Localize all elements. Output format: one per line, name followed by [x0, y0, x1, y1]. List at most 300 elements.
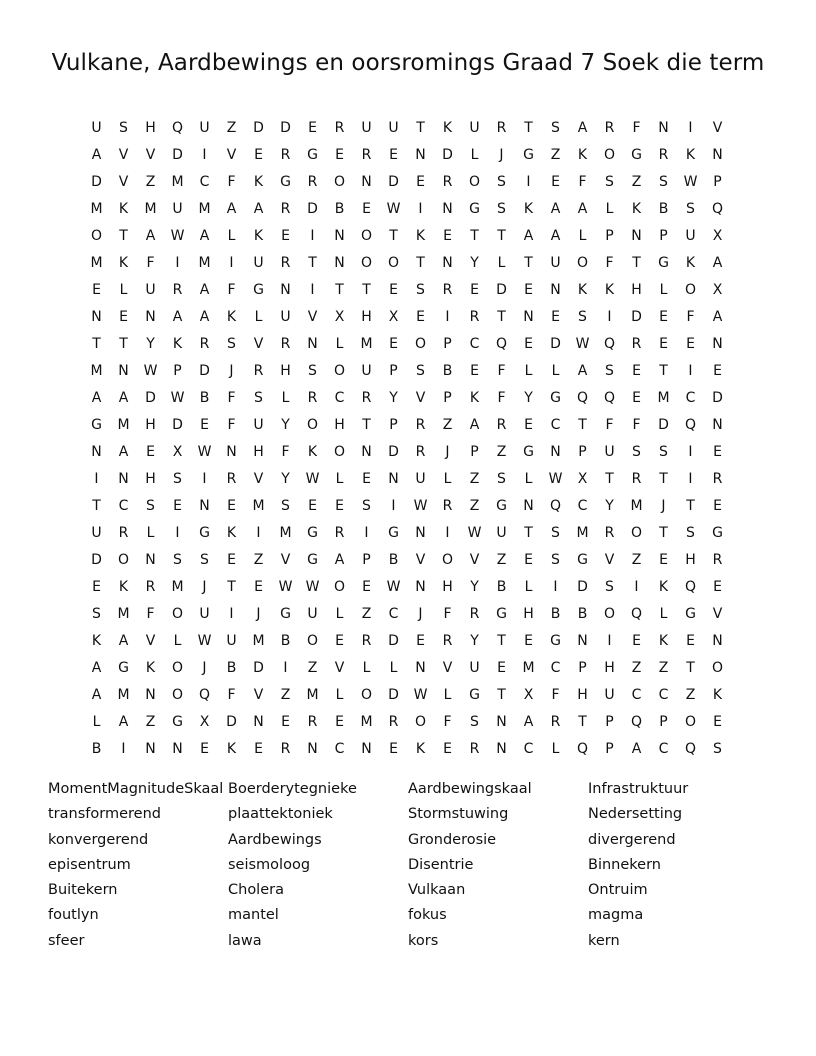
- grid-letter: U: [604, 443, 615, 460]
- grid-letter: X: [199, 713, 210, 730]
- grid-letter: I: [418, 200, 423, 217]
- grid-letter: S: [308, 362, 317, 379]
- grid-letter: Z: [253, 551, 264, 568]
- grid-letter: D: [577, 578, 588, 595]
- grid-letter: F: [605, 254, 614, 271]
- grid-letter: L: [254, 308, 263, 325]
- grid-letter: E: [416, 308, 425, 325]
- word-list-item: transformerend: [48, 806, 161, 823]
- grid-letter: G: [307, 524, 318, 541]
- grid-letter: L: [335, 335, 344, 352]
- grid-letter: A: [199, 308, 210, 325]
- grid-letter: N: [577, 632, 588, 649]
- grid-letter: Z: [631, 551, 642, 568]
- grid-letter: C: [118, 497, 129, 514]
- grid-letter: G: [523, 146, 534, 163]
- grid-letter: Z: [469, 470, 480, 487]
- grid-letter: E: [362, 470, 371, 487]
- grid-letter: O: [333, 173, 346, 190]
- grid-letter: A: [712, 254, 723, 271]
- grid-letter: M: [90, 200, 103, 217]
- grid-letter: I: [121, 740, 126, 757]
- grid-letter: Y: [389, 389, 398, 406]
- grid-letter: W: [548, 470, 563, 487]
- grid-letter: M: [198, 254, 211, 271]
- grid-letter: M: [360, 335, 373, 352]
- grid-letter: C: [550, 416, 561, 433]
- grid-letter: K: [577, 146, 588, 163]
- grid-letter: Q: [684, 740, 697, 757]
- grid-letter: N: [307, 335, 318, 352]
- grid-letter: A: [118, 632, 129, 649]
- grid-letter: Q: [495, 335, 508, 352]
- grid-letter: R: [280, 740, 291, 757]
- word-list-item: Aardbewings: [228, 831, 322, 848]
- grid-letter: M: [117, 416, 130, 433]
- grid-letter: Y: [470, 578, 479, 595]
- grid-letter: R: [226, 470, 237, 487]
- word-list-item: Vulkaan: [408, 882, 466, 899]
- grid-letter: R: [631, 335, 642, 352]
- grid-letter: D: [307, 200, 318, 217]
- grid-letter: E: [335, 146, 344, 163]
- grid-letter: L: [119, 281, 128, 298]
- grid-letter: B: [388, 551, 399, 568]
- grid-letter: G: [253, 281, 264, 298]
- grid-letter: D: [631, 308, 642, 325]
- grid-letter: R: [280, 254, 291, 271]
- grid-letter: Z: [280, 686, 291, 703]
- grid-letter: F: [227, 173, 236, 190]
- grid-letter: E: [470, 362, 479, 379]
- grid-letter: G: [469, 686, 480, 703]
- grid-letter: W: [170, 389, 185, 406]
- grid-letter: O: [117, 551, 130, 568]
- grid-letter: R: [415, 416, 426, 433]
- grid-letter: U: [145, 281, 156, 298]
- grid-letter: N: [145, 740, 156, 757]
- grid-letter: E: [227, 497, 236, 514]
- word-list-item: Infrastruktuur: [588, 781, 689, 797]
- grid-letter: W: [197, 443, 212, 460]
- grid-letter: E: [686, 335, 695, 352]
- grid-letter: M: [198, 200, 211, 217]
- grid-letter: R: [307, 713, 318, 730]
- grid-letter: K: [226, 740, 237, 757]
- grid-letter: B: [442, 362, 453, 379]
- grid-letter: A: [91, 659, 102, 676]
- grid-letter: T: [605, 470, 614, 487]
- grid-letter: V: [145, 146, 156, 163]
- page-title: Vulkane, Aardbewings en oorsromings Graad 7 Soek die term: [51, 50, 765, 76]
- grid-letter: B: [550, 605, 561, 622]
- grid-letter: B: [280, 632, 291, 649]
- grid-letter: U: [253, 254, 264, 271]
- grid-letter: L: [497, 254, 506, 271]
- grid-letter: S: [632, 443, 641, 460]
- grid-letter: I: [607, 632, 612, 649]
- grid-letter: E: [713, 713, 722, 730]
- grid-letter: U: [469, 119, 480, 136]
- grid-letter: E: [632, 632, 641, 649]
- word-list-item: Buitekern: [48, 882, 118, 899]
- grid-letter: P: [443, 335, 452, 352]
- grid-letter: E: [308, 119, 317, 136]
- grid-letter: J: [229, 362, 234, 379]
- grid-letter: T: [524, 524, 533, 541]
- grid-letter: E: [281, 227, 290, 244]
- grid-letter: K: [631, 200, 642, 217]
- grid-letter: C: [577, 497, 588, 514]
- grid-letter: C: [685, 389, 696, 406]
- grid-letter: T: [119, 335, 128, 352]
- grid-letter: L: [524, 578, 533, 595]
- grid-letter: H: [145, 470, 156, 487]
- grid-letter: I: [526, 173, 531, 190]
- grid-letter: L: [470, 146, 479, 163]
- grid-letter: L: [524, 470, 533, 487]
- grid-letter: V: [712, 119, 723, 136]
- grid-letter: T: [470, 227, 479, 244]
- grid-letter: I: [175, 254, 180, 271]
- grid-letter: S: [119, 119, 128, 136]
- grid-letter: P: [605, 713, 614, 730]
- grid-letter: V: [226, 146, 237, 163]
- grid-letter: M: [576, 524, 589, 541]
- grid-letter: Z: [631, 173, 642, 190]
- grid-letter: A: [577, 119, 588, 136]
- grid-letter: P: [659, 713, 668, 730]
- grid-letter: L: [92, 713, 101, 730]
- grid-letter: M: [252, 497, 265, 514]
- grid-letter: M: [90, 254, 103, 271]
- grid-letter: P: [713, 173, 722, 190]
- grid-letter: F: [227, 416, 236, 433]
- grid-letter: L: [146, 524, 155, 541]
- grid-letter: G: [685, 605, 696, 622]
- grid-letter: V: [415, 551, 426, 568]
- grid-letter: H: [361, 308, 372, 325]
- grid-letter: E: [524, 281, 533, 298]
- grid-letter: P: [389, 416, 398, 433]
- grid-letter: Q: [603, 335, 616, 352]
- grid-letter: H: [604, 659, 615, 676]
- grid-letter: B: [577, 605, 588, 622]
- grid-letter: E: [497, 659, 506, 676]
- grid-letter: O: [333, 443, 346, 460]
- grid-letter: V: [118, 173, 129, 190]
- grid-letter: G: [496, 605, 507, 622]
- grid-letter: F: [632, 416, 641, 433]
- grid-letter: N: [334, 254, 345, 271]
- grid-letter: I: [310, 281, 315, 298]
- grid-letter: L: [362, 659, 371, 676]
- grid-letter: R: [388, 713, 399, 730]
- grid-letter: G: [280, 173, 291, 190]
- grid-letter: P: [362, 551, 371, 568]
- grid-letter: C: [523, 740, 534, 757]
- grid-letter: G: [523, 443, 534, 460]
- grid-letter: Y: [470, 254, 479, 271]
- grid-letter: E: [92, 281, 101, 298]
- grid-letter: S: [416, 362, 425, 379]
- grid-letter: M: [171, 173, 184, 190]
- grid-letter: H: [685, 551, 696, 568]
- grid-letter: S: [551, 551, 560, 568]
- grid-letter: L: [659, 605, 668, 622]
- grid-letter: N: [523, 308, 534, 325]
- grid-letter: R: [334, 524, 345, 541]
- grid-letter: S: [281, 497, 290, 514]
- grid-letter: O: [360, 254, 373, 271]
- grid-letter: F: [686, 308, 695, 325]
- grid-letter: D: [496, 281, 507, 298]
- grid-letter: F: [551, 686, 560, 703]
- grid-letter: T: [119, 227, 128, 244]
- grid-letter: D: [442, 146, 453, 163]
- grid-letter: Q: [171, 119, 184, 136]
- grid-letter: F: [227, 281, 236, 298]
- grid-letter: E: [254, 740, 263, 757]
- grid-letter: F: [497, 389, 506, 406]
- grid-letter: N: [415, 524, 426, 541]
- grid-letter: E: [92, 578, 101, 595]
- grid-letter: E: [119, 308, 128, 325]
- grid-letter: G: [631, 146, 642, 163]
- grid-letter: N: [496, 713, 507, 730]
- grid-letter: I: [256, 524, 261, 541]
- grid-letter: K: [604, 281, 615, 298]
- grid-letter: O: [171, 659, 184, 676]
- grid-letter: Z: [496, 551, 507, 568]
- grid-letter: E: [362, 578, 371, 595]
- word-list-item: seismoloog: [228, 856, 311, 873]
- grid-letter: E: [524, 335, 533, 352]
- grid-letter: D: [145, 389, 156, 406]
- grid-letter: M: [630, 497, 643, 514]
- grid-letter: W: [575, 335, 590, 352]
- grid-letter: P: [605, 740, 614, 757]
- grid-letter: I: [202, 470, 207, 487]
- word-list-item: Boerderytegnieke: [228, 781, 357, 797]
- word-list-item: episentrum: [48, 856, 131, 873]
- grid-letter: E: [200, 416, 209, 433]
- grid-letter: E: [254, 578, 263, 595]
- grid-letter: S: [686, 524, 695, 541]
- grid-letter: E: [227, 551, 236, 568]
- grid-letter: N: [415, 146, 426, 163]
- grid-letter: A: [253, 200, 264, 217]
- grid-letter: I: [607, 308, 612, 325]
- grid-letter: N: [361, 740, 372, 757]
- grid-letter: V: [253, 335, 264, 352]
- grid-letter: K: [118, 200, 129, 217]
- grid-letter: E: [389, 740, 398, 757]
- grid-letter: S: [605, 362, 614, 379]
- grid-letter: T: [497, 227, 506, 244]
- word-list-item: fokus: [408, 907, 447, 924]
- grid-letter: E: [524, 551, 533, 568]
- grid-letter: U: [253, 416, 264, 433]
- grid-letter: U: [199, 119, 210, 136]
- grid-letter: N: [307, 740, 318, 757]
- grid-letter: T: [497, 686, 506, 703]
- grid-letter: X: [712, 227, 723, 244]
- grid-letter: R: [496, 416, 507, 433]
- grid-letter: Y: [605, 497, 614, 514]
- grid-letter: W: [197, 632, 212, 649]
- grid-letter: C: [550, 659, 561, 676]
- grid-letter: R: [442, 497, 453, 514]
- grid-letter: N: [253, 713, 264, 730]
- grid-letter: A: [91, 146, 102, 163]
- grid-letter: E: [686, 632, 695, 649]
- grid-letter: S: [497, 470, 506, 487]
- grid-letter: J: [256, 605, 261, 622]
- grid-letter: F: [146, 254, 155, 271]
- grid-letter: N: [145, 551, 156, 568]
- grid-letter: D: [388, 443, 399, 460]
- grid-letter: G: [469, 200, 480, 217]
- grid-letter: U: [280, 308, 291, 325]
- grid-letter: F: [281, 443, 290, 460]
- grid-letter: T: [659, 470, 668, 487]
- grid-letter: T: [659, 524, 668, 541]
- grid-letter: O: [414, 713, 427, 730]
- grid-letter: E: [632, 362, 641, 379]
- grid-letter: L: [551, 740, 560, 757]
- grid-letter: W: [467, 524, 482, 541]
- word-list-item: kors: [408, 932, 439, 949]
- grid-letter: Y: [524, 389, 533, 406]
- grid-letter: E: [713, 497, 722, 514]
- grid-letter: E: [389, 281, 398, 298]
- grid-letter: D: [280, 119, 291, 136]
- grid-letter: W: [683, 173, 698, 190]
- grid-letter: R: [550, 713, 561, 730]
- grid-letter: M: [360, 713, 373, 730]
- grid-letter: L: [389, 659, 398, 676]
- grid-letter: R: [280, 200, 291, 217]
- grid-letter: N: [415, 659, 426, 676]
- grid-letter: U: [307, 605, 318, 622]
- grid-letter: C: [469, 335, 480, 352]
- grid-letter: G: [388, 524, 399, 541]
- word-list-item: foutlyn: [48, 907, 99, 924]
- grid-letter: M: [90, 362, 103, 379]
- grid-letter: O: [603, 605, 616, 622]
- grid-letter: U: [604, 686, 615, 703]
- grid-letter: Q: [198, 686, 211, 703]
- grid-letter: E: [200, 740, 209, 757]
- grid-letter: L: [281, 389, 290, 406]
- grid-letter: Y: [281, 416, 290, 433]
- grid-letter: X: [523, 686, 534, 703]
- grid-letter: R: [469, 740, 480, 757]
- grid-letter: V: [334, 659, 345, 676]
- grid-letter: M: [117, 605, 130, 622]
- grid-letter: C: [631, 686, 642, 703]
- grid-letter: I: [688, 470, 693, 487]
- grid-letter: J: [202, 578, 207, 595]
- grid-letter: L: [335, 686, 344, 703]
- grid-letter: S: [173, 470, 182, 487]
- grid-letter: M: [306, 686, 319, 703]
- grid-letter: E: [173, 497, 182, 514]
- word-list-item: sfeer: [48, 932, 85, 949]
- grid-letter: Q: [684, 578, 697, 595]
- grid-letter: R: [658, 146, 669, 163]
- grid-letter: W: [143, 362, 158, 379]
- grid-letter: D: [253, 659, 264, 676]
- grid-letter: F: [227, 686, 236, 703]
- grid-letter: V: [145, 632, 156, 649]
- grid-letter: S: [659, 173, 668, 190]
- grid-letter: J: [445, 443, 450, 460]
- grid-letter: I: [688, 443, 693, 460]
- grid-letter: K: [685, 146, 696, 163]
- grid-letter: T: [362, 281, 371, 298]
- grid-letter: N: [442, 200, 453, 217]
- grid-letter: A: [334, 551, 345, 568]
- letter-grid: [83, 114, 731, 762]
- grid-letter: T: [686, 497, 695, 514]
- grid-letter: R: [307, 389, 318, 406]
- word-list-item: kern: [588, 932, 620, 949]
- grid-letter: E: [551, 173, 560, 190]
- grid-letter: Q: [576, 389, 589, 406]
- grid-letter: Y: [281, 470, 290, 487]
- grid-letter: N: [712, 632, 723, 649]
- grid-letter: X: [712, 281, 723, 298]
- grid-letter: O: [333, 362, 346, 379]
- grid-letter: E: [713, 443, 722, 460]
- grid-letter: O: [684, 713, 697, 730]
- grid-letter: A: [550, 200, 561, 217]
- grid-letter: R: [631, 470, 642, 487]
- grid-letter: T: [335, 281, 344, 298]
- grid-letter: S: [92, 605, 101, 622]
- word-list: [48, 779, 768, 956]
- grid-letter: O: [306, 416, 319, 433]
- grid-letter: A: [172, 308, 183, 325]
- grid-letter: N: [118, 362, 129, 379]
- grid-letter: K: [523, 200, 534, 217]
- grid-letter: T: [416, 119, 425, 136]
- grid-letter: N: [91, 308, 102, 325]
- grid-letter: E: [308, 497, 317, 514]
- grid-letter: B: [91, 740, 102, 757]
- grid-letter: Z: [145, 173, 156, 190]
- grid-letter: K: [118, 254, 129, 271]
- grid-letter: I: [310, 227, 315, 244]
- grid-letter: T: [92, 335, 101, 352]
- grid-letter: O: [711, 659, 724, 676]
- grid-letter: Z: [469, 497, 480, 514]
- grid-letter: L: [443, 686, 452, 703]
- grid-letter: K: [91, 632, 102, 649]
- grid-letter: N: [361, 173, 372, 190]
- grid-letter: T: [416, 254, 425, 271]
- grid-letter: N: [280, 281, 291, 298]
- grid-letter: A: [91, 389, 102, 406]
- grid-letter: M: [522, 659, 535, 676]
- word-list-item: Binnekern: [588, 856, 661, 873]
- word-list-item: Aardbewingskaal: [408, 781, 532, 797]
- grid-letter: S: [497, 200, 506, 217]
- grid-letter: G: [307, 146, 318, 163]
- grid-letter: H: [145, 119, 156, 136]
